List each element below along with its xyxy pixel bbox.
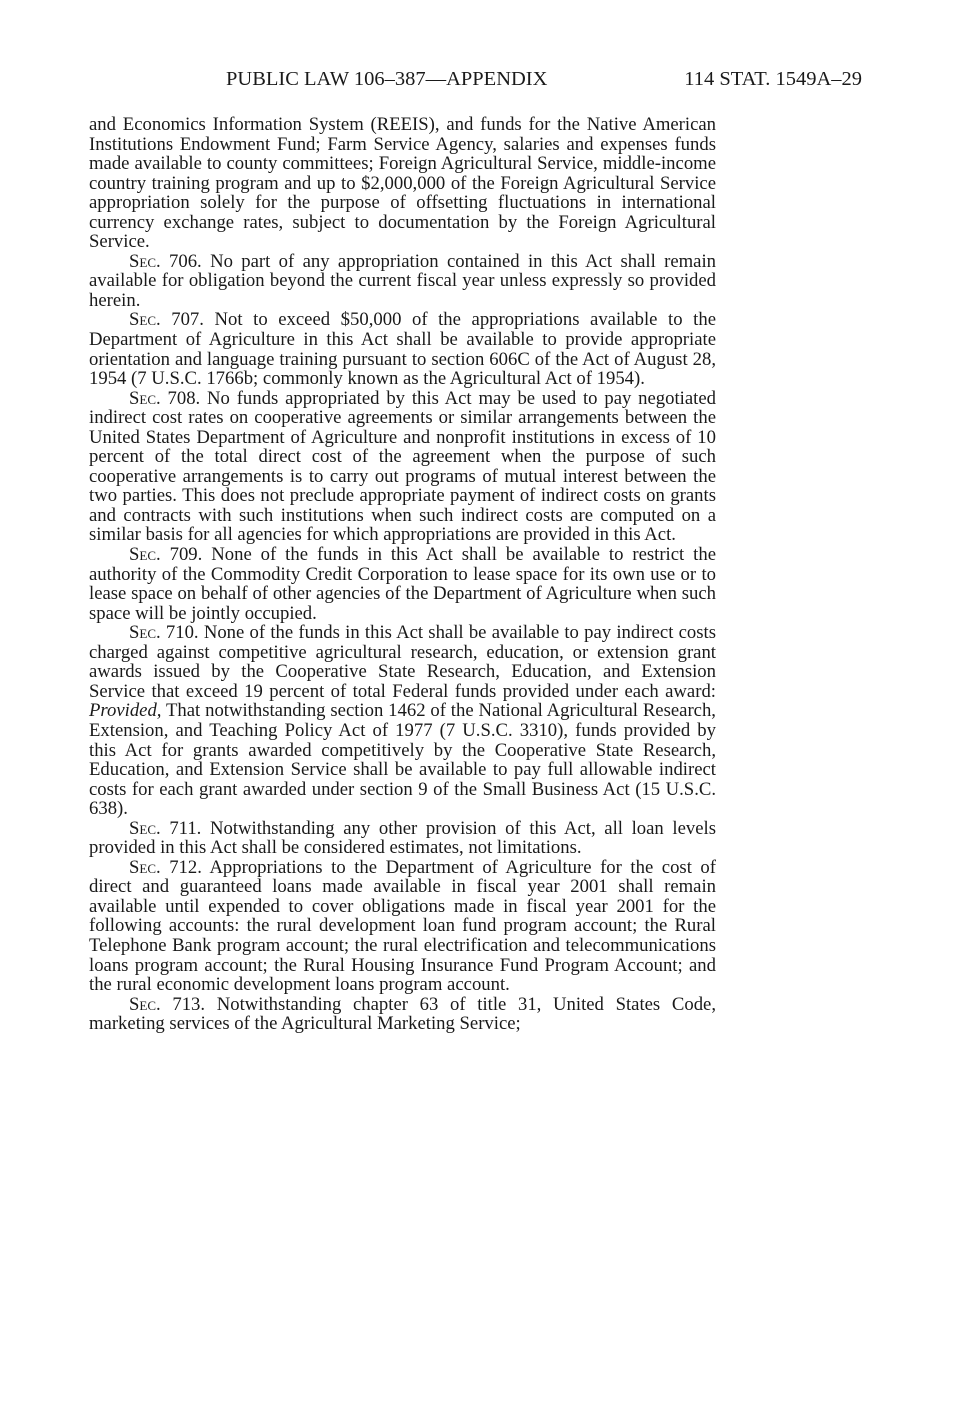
section-label: Sec. 707. bbox=[129, 309, 204, 331]
section-label: Sec. 706. bbox=[129, 250, 202, 272]
paragraph-text: Notwithstanding chapter 63 of title 31, United States Code, marketing services of the Agricultural Marketing Service; bbox=[89, 993, 716, 1035]
section-707 bbox=[89, 310, 716, 388]
section-709 bbox=[89, 545, 716, 623]
paragraph-text: Appropriations to the Department of Agriculture for the cost of direct and guaranteed loans made available in fiscal year 2001 shall remain available until expended to cover obligations made in fiscal year 2001 for the following accounts: the rural development loan fund program account; the Rural Telephone Bank program account; the rural electrification and telecommunications loans program account; the Rural Housing Insurance Fund Program Account; and the rural economic development loans program account. bbox=[89, 856, 716, 996]
paragraph-text: None of the funds in this Act shall be available to restrict the authority of the Commodity Credit Corporation to lease space for its own use or to lease space on behalf of other agencies of the Department of Agriculture when such space will be jointly occupied. bbox=[89, 544, 716, 624]
proviso-text: That notwithstanding section 1462 of the National Agricultural Research, Extension, and Teaching Policy Act of 1977 (7 U.S.C. 3310), funds provided by this Act for grants awarded competitively by the Cooperative State Research, Education, and Extension Service shall be available to pay full allowable indirect costs for each grant awarded under section 9 of the Small Business Act (15 U.S.C. 638). bbox=[89, 700, 716, 820]
continued-paragraph bbox=[89, 115, 716, 252]
section-708 bbox=[89, 389, 716, 545]
document-body bbox=[89, 115, 716, 1034]
section-label: Sec. 708. bbox=[129, 387, 201, 409]
section-label: Sec. 709. bbox=[129, 544, 203, 566]
section-label: Sec. 711. bbox=[129, 817, 202, 839]
paragraph-text: None of the funds in this Act shall be available to pay indirect costs charged against competitive agricultural research, education, or extension grant awards issued by the Cooperative State Research, Education, and Extension Service that exceed 19 percent of total Federal funds provided under each award: bbox=[89, 622, 716, 702]
section-712 bbox=[89, 858, 716, 995]
section-label: Sec. 713. bbox=[129, 993, 206, 1015]
paragraph-text: No part of any appropriation contained in this Act shall remain available for obligation beyond the current fiscal year unless expressly so provided herein. bbox=[89, 250, 717, 311]
section-label: Sec. 710. bbox=[129, 622, 199, 644]
paragraph-text: Notwithstanding any other provision of this Act, all loan levels provided in this Act shall be considered estimates, not limitations. bbox=[89, 817, 717, 859]
paragraph-text: and Economics Information System (REEIS), and funds for the Native American Institutions Endowment Fund; Farm Service Agency, salaries and expenses funds made available to county committees; Foreign Agricultural Service, middle-income country training program and up to $2,000,000 of the Foreign Agricultural Service appropriation solely for the purpose of offsetting fluctuations in international currency exchange rates, subject to documentation by the Foreign Agricultural Service. bbox=[89, 114, 716, 253]
paragraph-text: Not to exceed $50,000 of the appropriations available to the Department of Agriculture in this Act shall be available to provide appropriate orientation and language training pursuant to section 606C of the Act of August 28, 1954 (7 U.S.C. 1766b; commonly known as the Agricultural Act of 1954). bbox=[89, 309, 716, 390]
section-706 bbox=[89, 252, 716, 311]
statute-page-reference: 114 STAT. 1549A–29 bbox=[684, 68, 862, 90]
paragraph-text: No funds appropriated by this Act may be used to pay negotiated indirect cost rates on cooperative agreements or similar arrangements between the United States Department of Agriculture and nonprofit institutions in excess of 10 percent of the total direct cost of the agreement when the purpose of such cooperative arrangements is to carry out programs of mutual interest between the two parties. This does not preclude appropriate payment of indirect costs on grants and contracts with such institutions when such indirect costs are computed on a similar basis for all agencies for which appropriations are provided in this Act. bbox=[89, 387, 716, 546]
section-label: Sec. 712. bbox=[129, 856, 202, 878]
law-title: PUBLIC LAW 106–387—APPENDIX bbox=[226, 68, 548, 90]
proviso-word: Provided, bbox=[89, 700, 162, 722]
section-710 bbox=[89, 623, 716, 818]
running-header bbox=[226, 64, 862, 94]
section-713 bbox=[89, 995, 716, 1034]
section-711 bbox=[89, 819, 716, 858]
